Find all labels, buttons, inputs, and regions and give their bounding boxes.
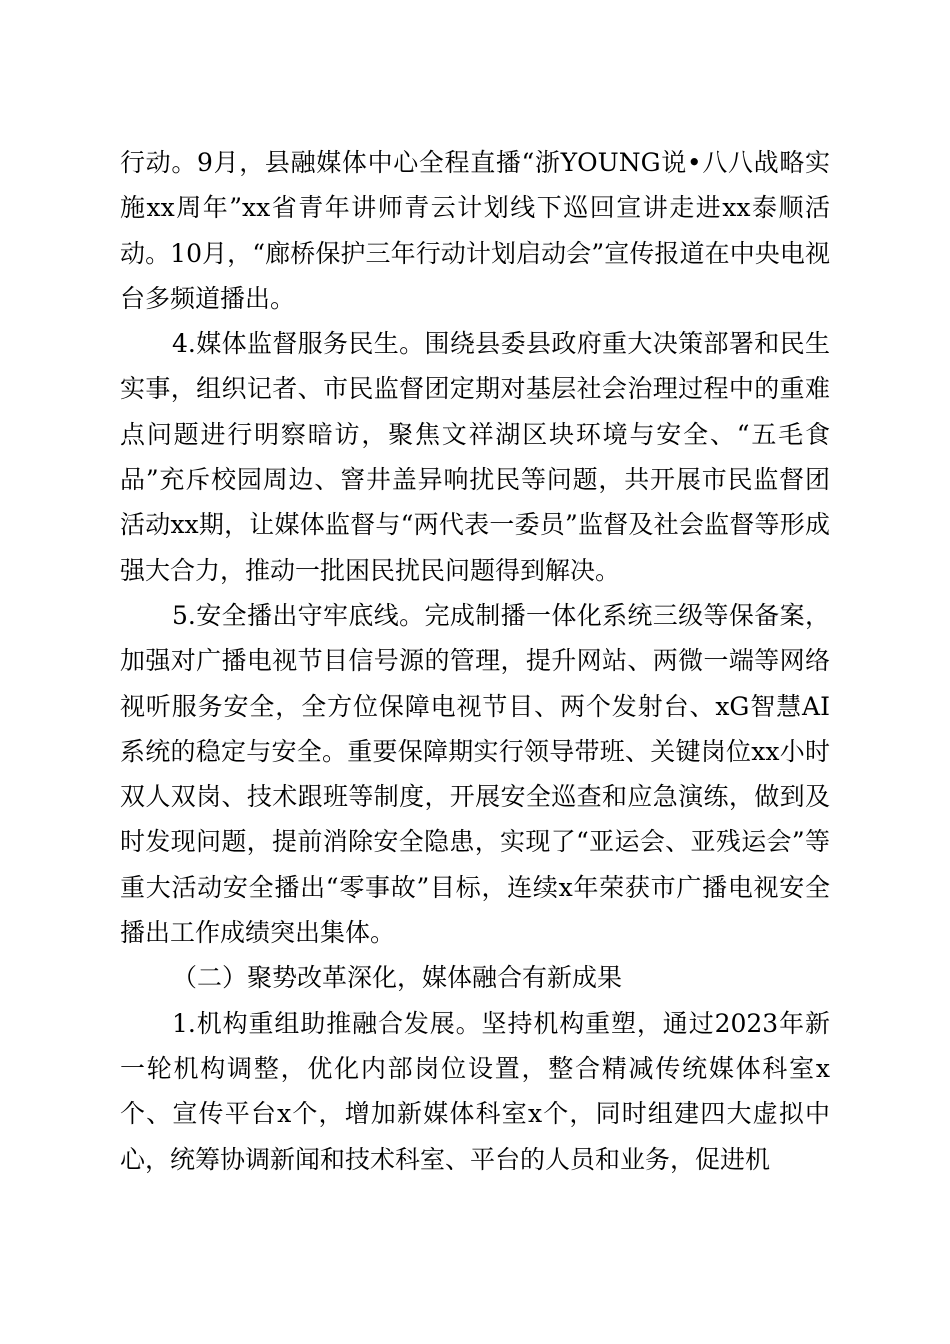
paragraph-media-supervision: 4.媒体监督服务民生。围绕县委县政府重大决策部署和民生实事，组织记者、市民监督团定期对基层社会治理过程中的重难点问题进行明察暗访，聚焦文祥湖区块环境与安全、“五毛食品”充斥校园周边、窨井盖异响扰民等问题，共开展市民监督团活动xx期，让媒体监督与“两代表一委员”监督及社会监督等形成强大合力，推动一批困民扰民问题得到解决。: [120, 329, 830, 585]
section-heading: （二）聚势改革深化，媒体融合有新成果: [172, 963, 623, 993]
paragraph-continuation: 行动。9月，县融媒体中心全程直播“浙YOUNG说•八八战略实施xx周年”xx省青年讲师青云计划线下巡回宣讲走进xx泰顺活动。10月，“廊桥保护三年行动计划启动会”宣传报道在中央电视台多频道播出。: [120, 148, 830, 313]
paragraph-safe-broadcast: 5.安全播出守牢底线。完成制播一体化系统三级等保备案，加强对广播电视节目信号源的管理，提升网站、两微一端等网络视听服务安全，全方位保障电视节目、两个发射台、xG智慧AI系统的稳定与安全。重要保障期实行领导带班、关键岗位xx小时双人双岗、技术跟班等制度，开展安全巡查和应急演练，做到及时发现问题，提前消除安全隐患，实现了“亚运会、亚残运会”等重大活动安全播出“零事故”目标，连续x年荣获市广播电视安全播出工作成绩突出集体。: [120, 600, 830, 948]
document-body: [120, 140, 830, 1182]
paragraph-institution-restructure: 1.机构重组助推融合发展。坚持机构重塑，通过2023年新一轮机构调整，优化内部岗位设置，整合精减传统媒体科室x个、宣传平台x个，增加新媒体科室x个，同时组建四大虚拟中心，统筹协调新闻和技术科室、平台的人员和业务，促进机: [120, 1008, 830, 1174]
